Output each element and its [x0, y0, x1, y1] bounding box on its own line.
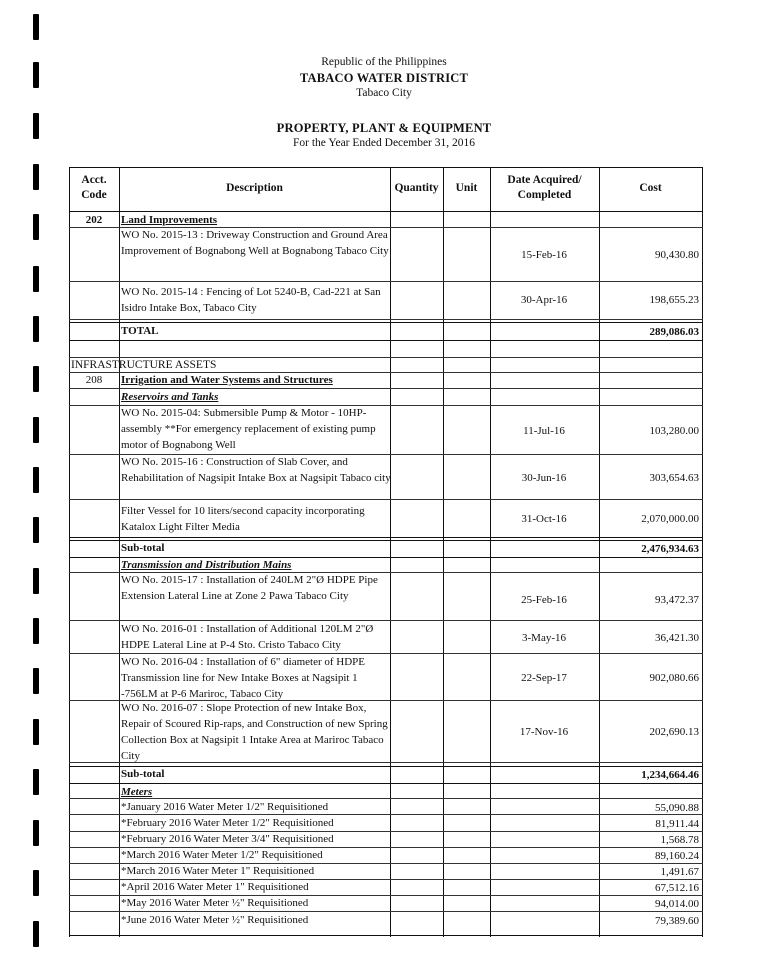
binder-mark [33, 316, 39, 342]
item-date: 3-May-16 [522, 632, 566, 644]
meter-cost: 67,512.16 [655, 882, 699, 894]
subsection-title: Transmission and Distribution Mains [121, 559, 292, 571]
item-description: WO No. 2015-14 : Fencing of Lot 5240-B, Cad-221 at San Isidro Intake Box, Tabaco City [121, 286, 381, 314]
subtotal-label: Sub-total [121, 542, 165, 554]
subsection-title: Meters [121, 786, 153, 798]
meter-description: *March 2016 Water Meter 1" Requisitioned [121, 865, 315, 877]
acct-code: 202 [85, 214, 103, 226]
report-period: For the Year Ended December 31, 2016 [292, 137, 476, 149]
meter-cost: 1,491.67 [660, 866, 699, 878]
item-date: 25-Feb-16 [521, 594, 567, 606]
meter-description: *March 2016 Water Meter 1/2" Requisitioned [121, 849, 323, 861]
binder-mark [33, 214, 39, 240]
binder-mark [33, 719, 39, 745]
item-description: WO No. 2015-13 : Driveway Construction and Ground Area Improvement of Bognabong Well at Bognabong Tabaco City [121, 229, 389, 257]
city-line: Tabaco City [356, 87, 412, 99]
binder-mark [33, 618, 39, 644]
item-cost: 902,080.66 [649, 672, 699, 684]
item-description: WO No. 2016-01 : Installation of Additional 120LM 2"Ø HDPE Lateral Line at P-4 Sto. Cristo Tabaco City [121, 623, 374, 651]
ppe-table [69, 167, 703, 937]
binder-mark [33, 467, 39, 493]
meter-cost: 81,911.44 [655, 818, 699, 830]
binder-mark [33, 366, 39, 392]
col-unit: Unit [455, 182, 478, 194]
binder-mark [33, 820, 39, 846]
total-amount: 289,086.03 [649, 326, 699, 338]
meter-description: *April 2016 Water Meter 1" Requisitioned [121, 881, 309, 893]
item-date: 17-Nov-16 [519, 726, 569, 738]
col-date: Date Acquired/ Completed [507, 174, 582, 201]
item-cost: 103,280.00 [649, 425, 699, 437]
section-title: Land Improvements [121, 214, 218, 226]
meter-description: *February 2016 Water Meter 1/2" Requisitioned [121, 817, 334, 829]
col-cost: Cost [639, 182, 662, 194]
item-cost: 303,654.63 [649, 472, 699, 484]
meter-description: *January 2016 Water Meter 1/2" Requisitioned [121, 801, 329, 813]
binder-mark [33, 517, 39, 543]
meter-description: *May 2016 Water Meter ½" Requisitioned [121, 897, 309, 909]
item-cost: 93,472.37 [655, 594, 699, 606]
binder-mark [33, 266, 39, 292]
total-label: TOTAL [121, 325, 159, 337]
item-date: 31-Oct-16 [521, 513, 567, 525]
meter-cost: 89,160.24 [655, 850, 699, 862]
binder-mark [33, 568, 39, 594]
report-title: PROPERTY, PLANT & EQUIPMENT [276, 121, 492, 135]
subtotal-label: Sub-total [121, 768, 165, 780]
infrastructure-title: INFRASTRUCTURE ASSETS [71, 359, 217, 371]
meter-description: *February 2016 Water Meter 3/4" Requisitioned [121, 833, 334, 845]
meter-cost: 94,014.00 [655, 898, 699, 910]
item-description: WO No. 2015-04: Submersible Pump & Motor - 10HP-assembly **For emergency replacement of existing pump motor of Bognabong Well [121, 407, 376, 451]
col-description: Description [226, 182, 283, 194]
item-cost: 2,070,000.00 [641, 513, 699, 525]
binder-mark [33, 921, 39, 947]
binder-mark [33, 769, 39, 795]
item-cost: 90,430.80 [655, 249, 699, 261]
meter-cost: 79,389.60 [655, 915, 699, 927]
item-date: 30-Apr-16 [520, 294, 568, 306]
item-description: WO No. 2016-04 : Installation of 6" diameter of HDPE Transmission line for New Intake Boxes at Nagsipit 1 -756LM at P-6 Mariroc, Tabaco City [121, 656, 365, 700]
col-quantity: Quantity [394, 182, 439, 194]
subsection-title: Reservoirs and Tanks [121, 391, 219, 403]
republic-line: Republic of the Philippines [321, 56, 447, 68]
binder-mark [33, 164, 39, 190]
subtotal-amount: 2,476,934.63 [641, 543, 699, 555]
meter-cost: 55,090.88 [655, 802, 699, 814]
acct-code: 208 [85, 374, 103, 386]
subtotal-amount: 1,234,664.46 [641, 769, 699, 781]
item-date: 30-Jun-16 [521, 472, 567, 484]
item-cost: 198,655.23 [649, 294, 699, 306]
item-description: Filter Vessel for 10 liters/second capacity incorporating Katalox Light Filter Media [121, 505, 365, 533]
item-description: WO No. 2015-17 : Installation of 240LM 2"Ø HDPE Pipe Extension Lateral Line at Zone 2 Pawa Tabaco City [121, 574, 378, 602]
item-date: 15-Feb-16 [521, 249, 567, 261]
meter-description: *June 2016 Water Meter ½" Requisitioned [121, 914, 309, 926]
binder-mark [33, 14, 39, 40]
item-cost: 36,421.30 [655, 632, 699, 644]
item-cost: 202,690.13 [649, 726, 699, 738]
item-date: 22-Sep-17 [521, 672, 567, 684]
agency-name: TABACO WATER DISTRICT [299, 71, 469, 85]
item-description: WO No. 2015-16 : Construction of Slab Cover, and Rehabilitation of Nagsipit Intake Box at Nagsipit Tabaco city [121, 456, 391, 484]
binder-mark [33, 668, 39, 694]
binder-mark [33, 417, 39, 443]
item-description: WO No. 2016-07 : Slope Protection of new Intake Box, Repair of Scoured Rip-raps, and Construction of new Spring Collection Box at Nagsipit 1 Intake Area at Mariroc Tabaco City [121, 702, 388, 762]
section-title: Irrigation and Water Systems and Structures [121, 374, 333, 386]
item-date: 11-Jul-16 [523, 425, 565, 437]
binder-mark [33, 870, 39, 896]
col-acct-code: Acct. Code [81, 174, 107, 201]
meter-cost: 1,568.78 [660, 834, 699, 846]
